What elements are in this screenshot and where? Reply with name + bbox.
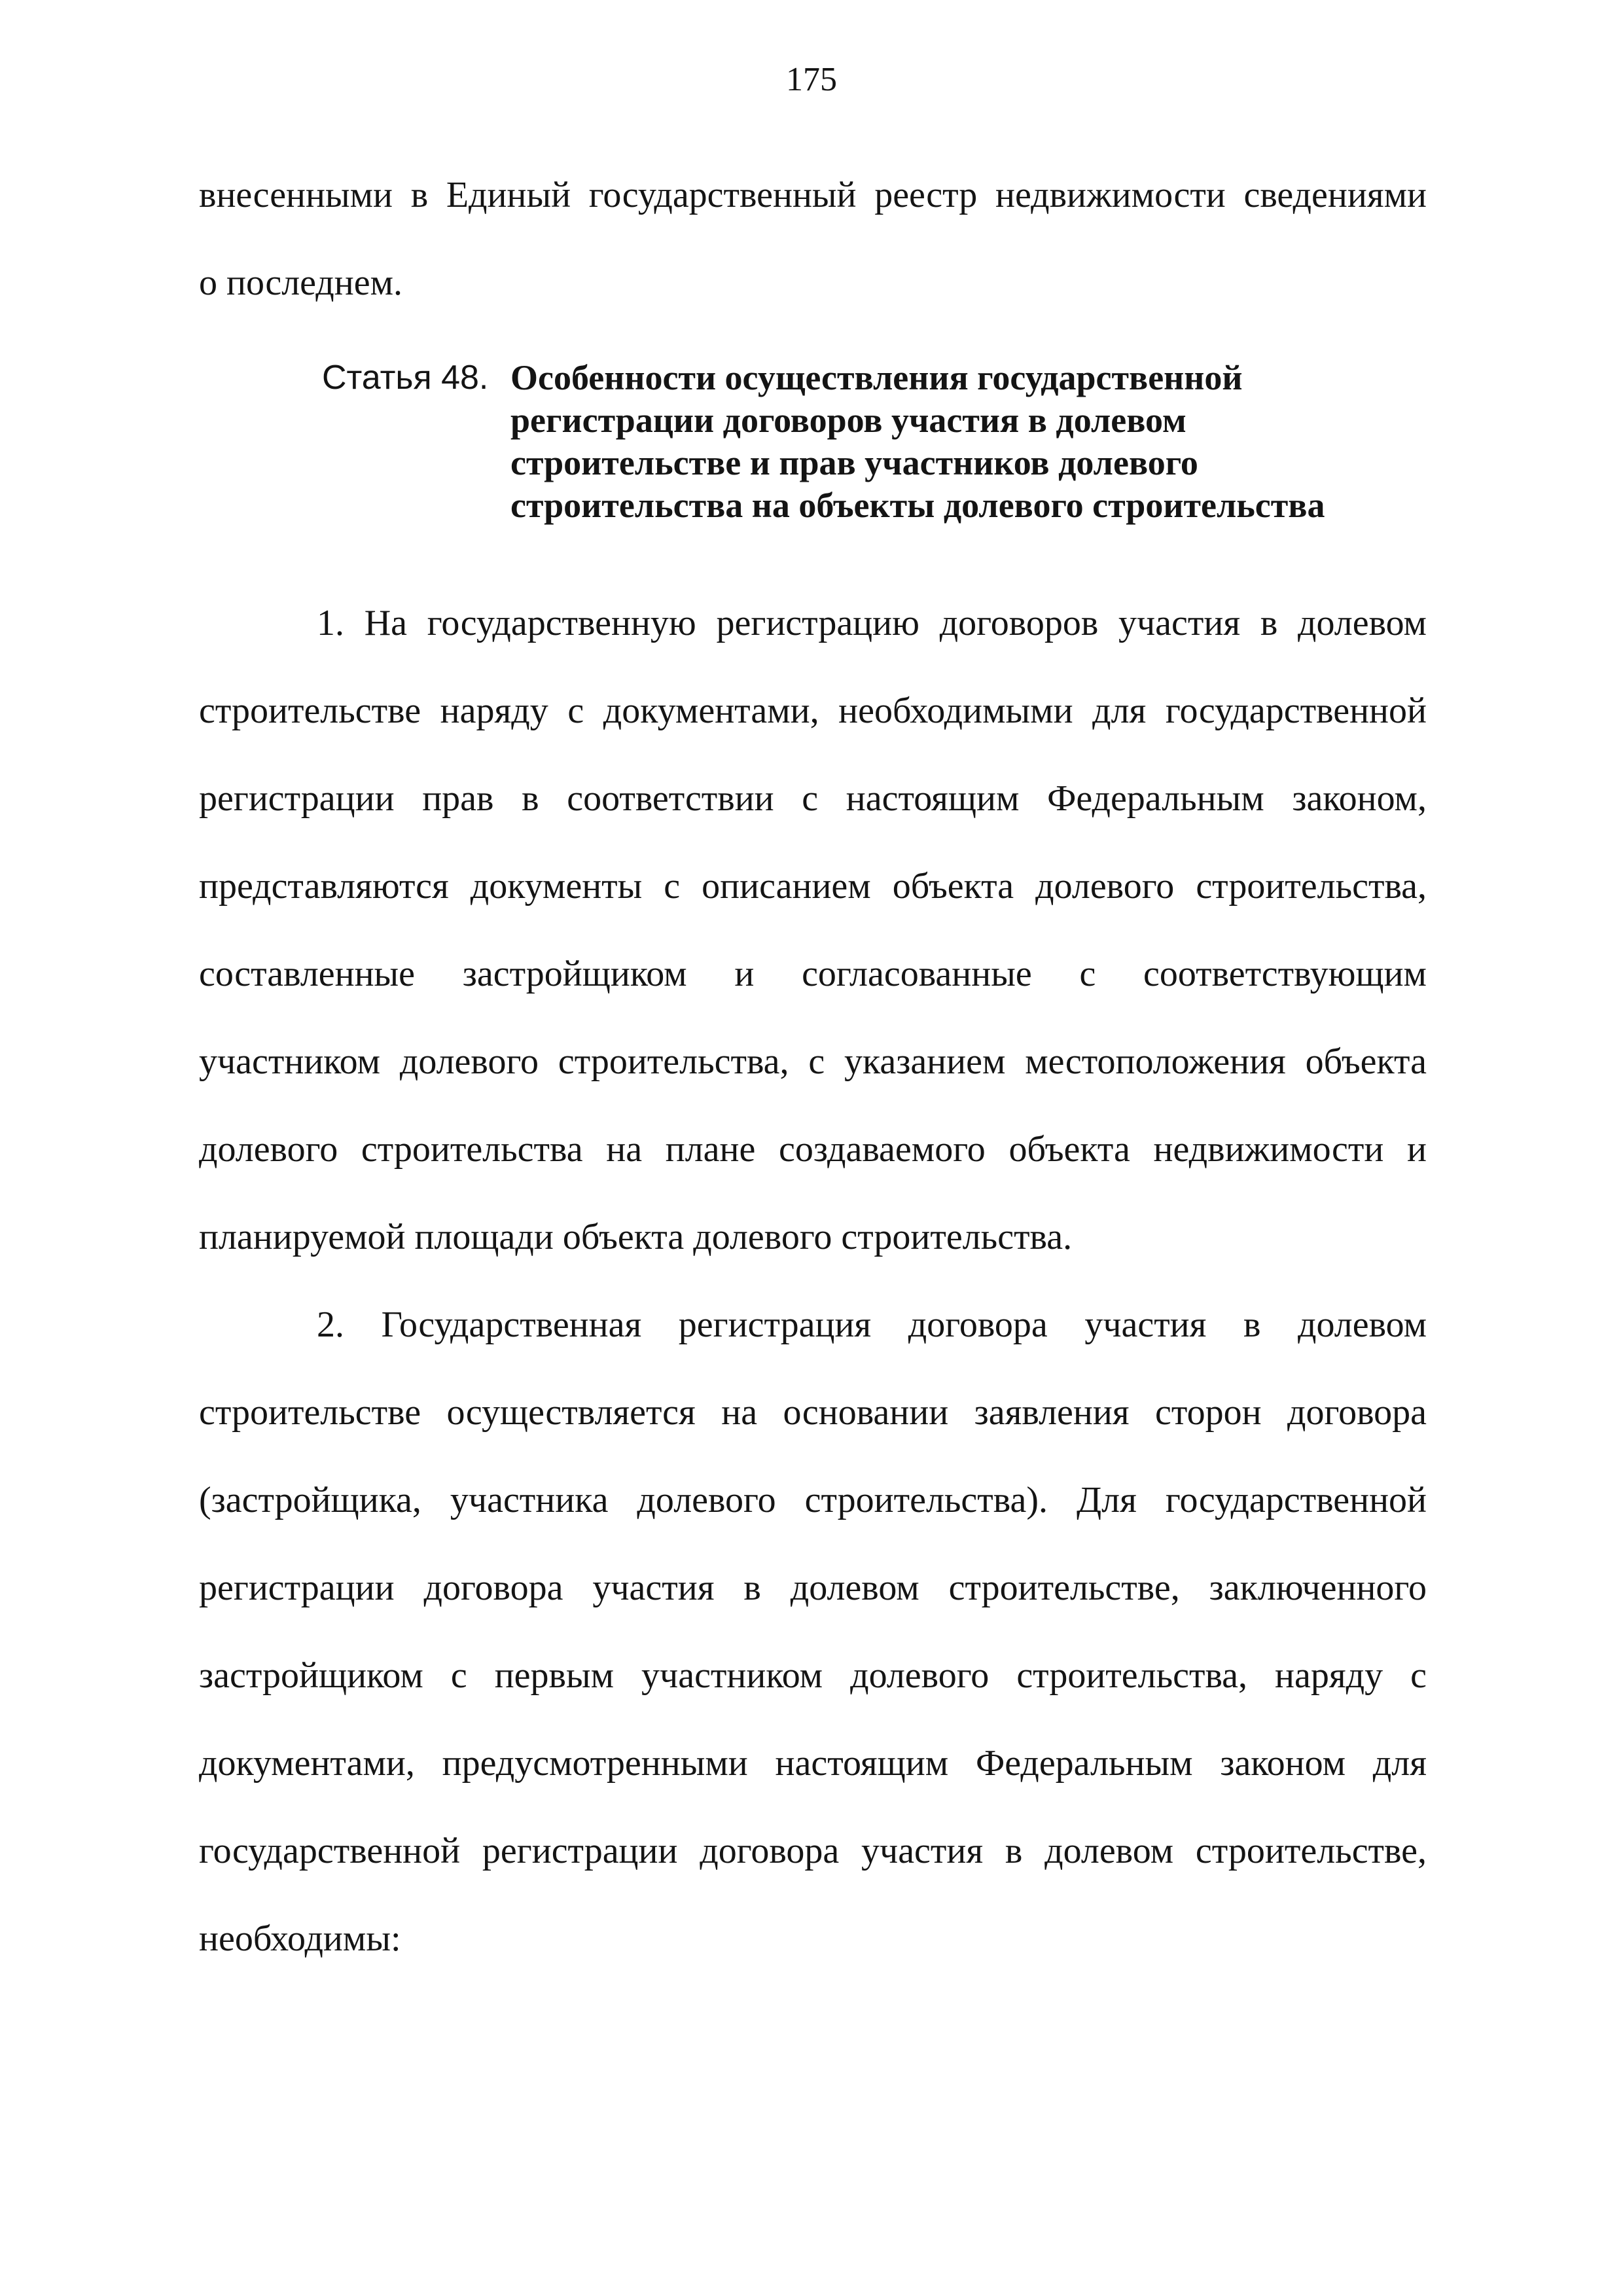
article-title-line-2: регистрации договоров участия в долевом <box>510 401 1186 440</box>
paragraph2-line-5: застройщиком с первым участником долевого строительства, наряду с <box>199 1655 1427 1696</box>
paragraph2-line-2: строительстве осуществляется на основании заявления сторон договора <box>199 1392 1427 1433</box>
paragraph1-line-1: 1. На государственную регистрацию договоров участия в долевом <box>317 603 1427 643</box>
article-label: Статья 48. <box>322 359 489 397</box>
paragraph2-line-1: 2. Государственная регистрация договора участия в долевом <box>317 1304 1427 1345</box>
paragraph2-line-6: документами, предусмотренными настоящим Федеральным законом для <box>199 1743 1427 1784</box>
paragraph2-line-8: необходимы: <box>199 1918 401 1959</box>
paragraph2-line-3: (застройщика, участника долевого строительства). Для государственной <box>199 1480 1427 1520</box>
paragraph1-line-2: строительстве наряду с документами, необходимыми для государственной <box>199 691 1427 731</box>
paragraph1-line-8: планируемой площади объекта долевого строительства. <box>199 1217 1073 1257</box>
article-title-line-3: строительстве и прав участников долевого <box>510 443 1198 482</box>
article-title <box>510 357 1325 527</box>
paragraph1-line-6: участником долевого строительства, с указанием местоположения объекта <box>199 1041 1427 1082</box>
article-title-line-4: строительства на объекты долевого строительства <box>510 486 1325 525</box>
page-number: 175 <box>786 61 837 98</box>
paragraph1-line-7: долевого строительства на плане создаваемого объекта недвижимости и <box>199 1129 1427 1170</box>
paragraph1-line-3: регистрации прав в соответствии с настоящим Федеральным законом, <box>199 778 1427 819</box>
paragraph1-line-4: представляются документы с описанием объекта долевого строительства, <box>199 866 1427 906</box>
paragraph2-line-7: государственной регистрации договора участия в долевом строительстве, <box>199 1831 1427 1871</box>
intro-line-2: о последнем. <box>199 262 403 303</box>
article-title-line-1: Особенности осуществления государственной <box>510 358 1243 397</box>
paragraph2-line-4: регистрации договора участия в долевом строительстве, заключенного <box>199 1568 1427 1608</box>
intro-line-1: внесенными в Единый государственный реестр недвижимости сведениями <box>199 175 1427 215</box>
paragraph1-line-5: составленные застройщиком и согласованные с соответствующим <box>199 954 1427 994</box>
